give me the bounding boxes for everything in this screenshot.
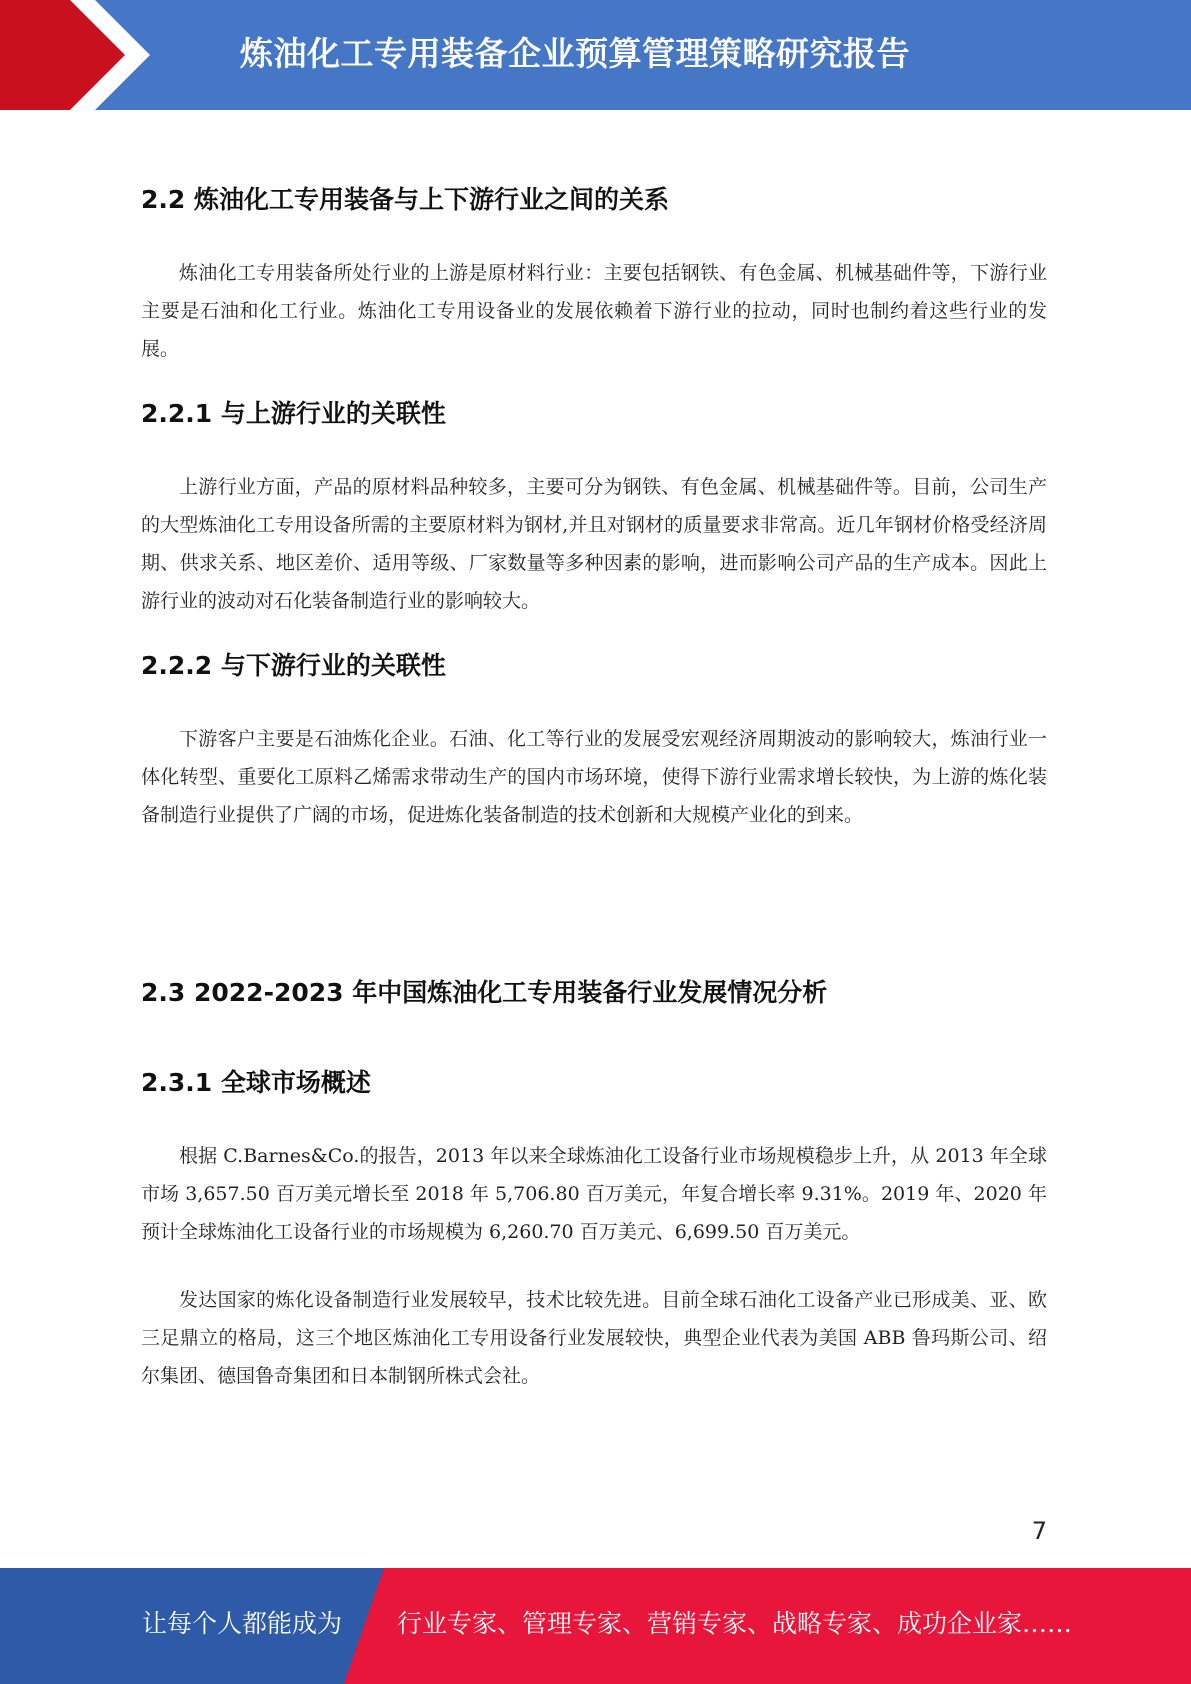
section-2-3-1 bbox=[141, 1063, 1047, 1395]
section-heading: 2.3.1 全球市场概述 bbox=[141, 1068, 371, 1097]
section-2-3 bbox=[141, 973, 1047, 1013]
section-heading: 2.2.1 与上游行业的关联性 bbox=[141, 399, 446, 428]
section-2-2-1 bbox=[141, 394, 1047, 620]
paragraph: 下游客户主要是石油炼化企业。石油、化工等行业的发展受宏观经济周期波动的影响较大，炼油行业一体化转型、重要化工原料乙烯需求带动生产的国内市场环境，使得下游行业需求增长较快，为上游的炼化装备制造行业提供了广阔的市场，促进炼化装备制造的技术创新和大规模产业化的到来。 bbox=[141, 728, 1047, 826]
paragraph: 发达国家的炼化设备制造行业发展较早，技术比较先进。目前全球石油化工设备产业已形成美、亚、欧三足鼎立的格局，这三个地区炼油化工专用设备行业发展较快，典型企业代表为美国 ABB 鲁玛斯公司、绍尔集团、德国鲁奇集团和日本制钢所株式会社。 bbox=[141, 1289, 1047, 1387]
section-2-2 bbox=[141, 180, 1047, 368]
report-title: 炼油化工专用装备企业预算管理策略研究报告 bbox=[240, 34, 910, 73]
section-2-2-2 bbox=[141, 646, 1047, 834]
section-heading: 2.3 2022-2023 年中国炼油化工专用装备行业发展情况分析 bbox=[141, 978, 828, 1007]
page-footer bbox=[0, 1568, 1191, 1684]
section-heading: 2.2.2 与下游行业的关联性 bbox=[141, 651, 446, 680]
footer-slogan-right: 行业专家、管理专家、营销专家、战略专家、成功企业家…… bbox=[397, 1609, 1073, 1638]
paragraph: 上游行业方面，产品的原材料品种较多，主要可分为钢铁、有色金属、机械基础件等。目前，公司生产的大型炼油化工专用设备所需的主要原材料为钢材,并且对钢材的质量要求非常高。近几年钢材价格受经济周期、供求关系、地区差价、适用等级、厂家数量等多种因素的影响，进而影响公司产品的生产成本。因此上游行业的波动对石化装备制造行业的影响较大。 bbox=[141, 476, 1047, 612]
paragraph: 根据 C.Barnes&Co.的报告，2013 年以来全球炼油化工设备行业市场规模稳步上升，从 2013 年全球市场 3,657.50 百万美元增长至 2018 年 5,706.80 百万美元，年复合增长率 9.31%。2019 年、2020 年预计全球炼油化工设备行业的市场规模为 6,260.70 百万美元、6,699.50 百万美元。 bbox=[141, 1145, 1047, 1243]
page-header bbox=[0, 0, 1191, 110]
section-heading: 2.2 炼油化工专用装备与上下游行业之间的关系 bbox=[141, 185, 669, 214]
paragraph: 炼油化工专用装备所处行业的上游是原材料行业：主要包括钢铁、有色金属、机械基础件等，下游行业主要是石油和化工行业。炼油化工专用设备业的发展依赖着下游行业的拉动，同时也制约着这些行业的发展。 bbox=[141, 262, 1047, 360]
page-number: 7 bbox=[1031, 1517, 1047, 1545]
footer-slogan-left: 让每个人都能成为 bbox=[142, 1609, 343, 1638]
